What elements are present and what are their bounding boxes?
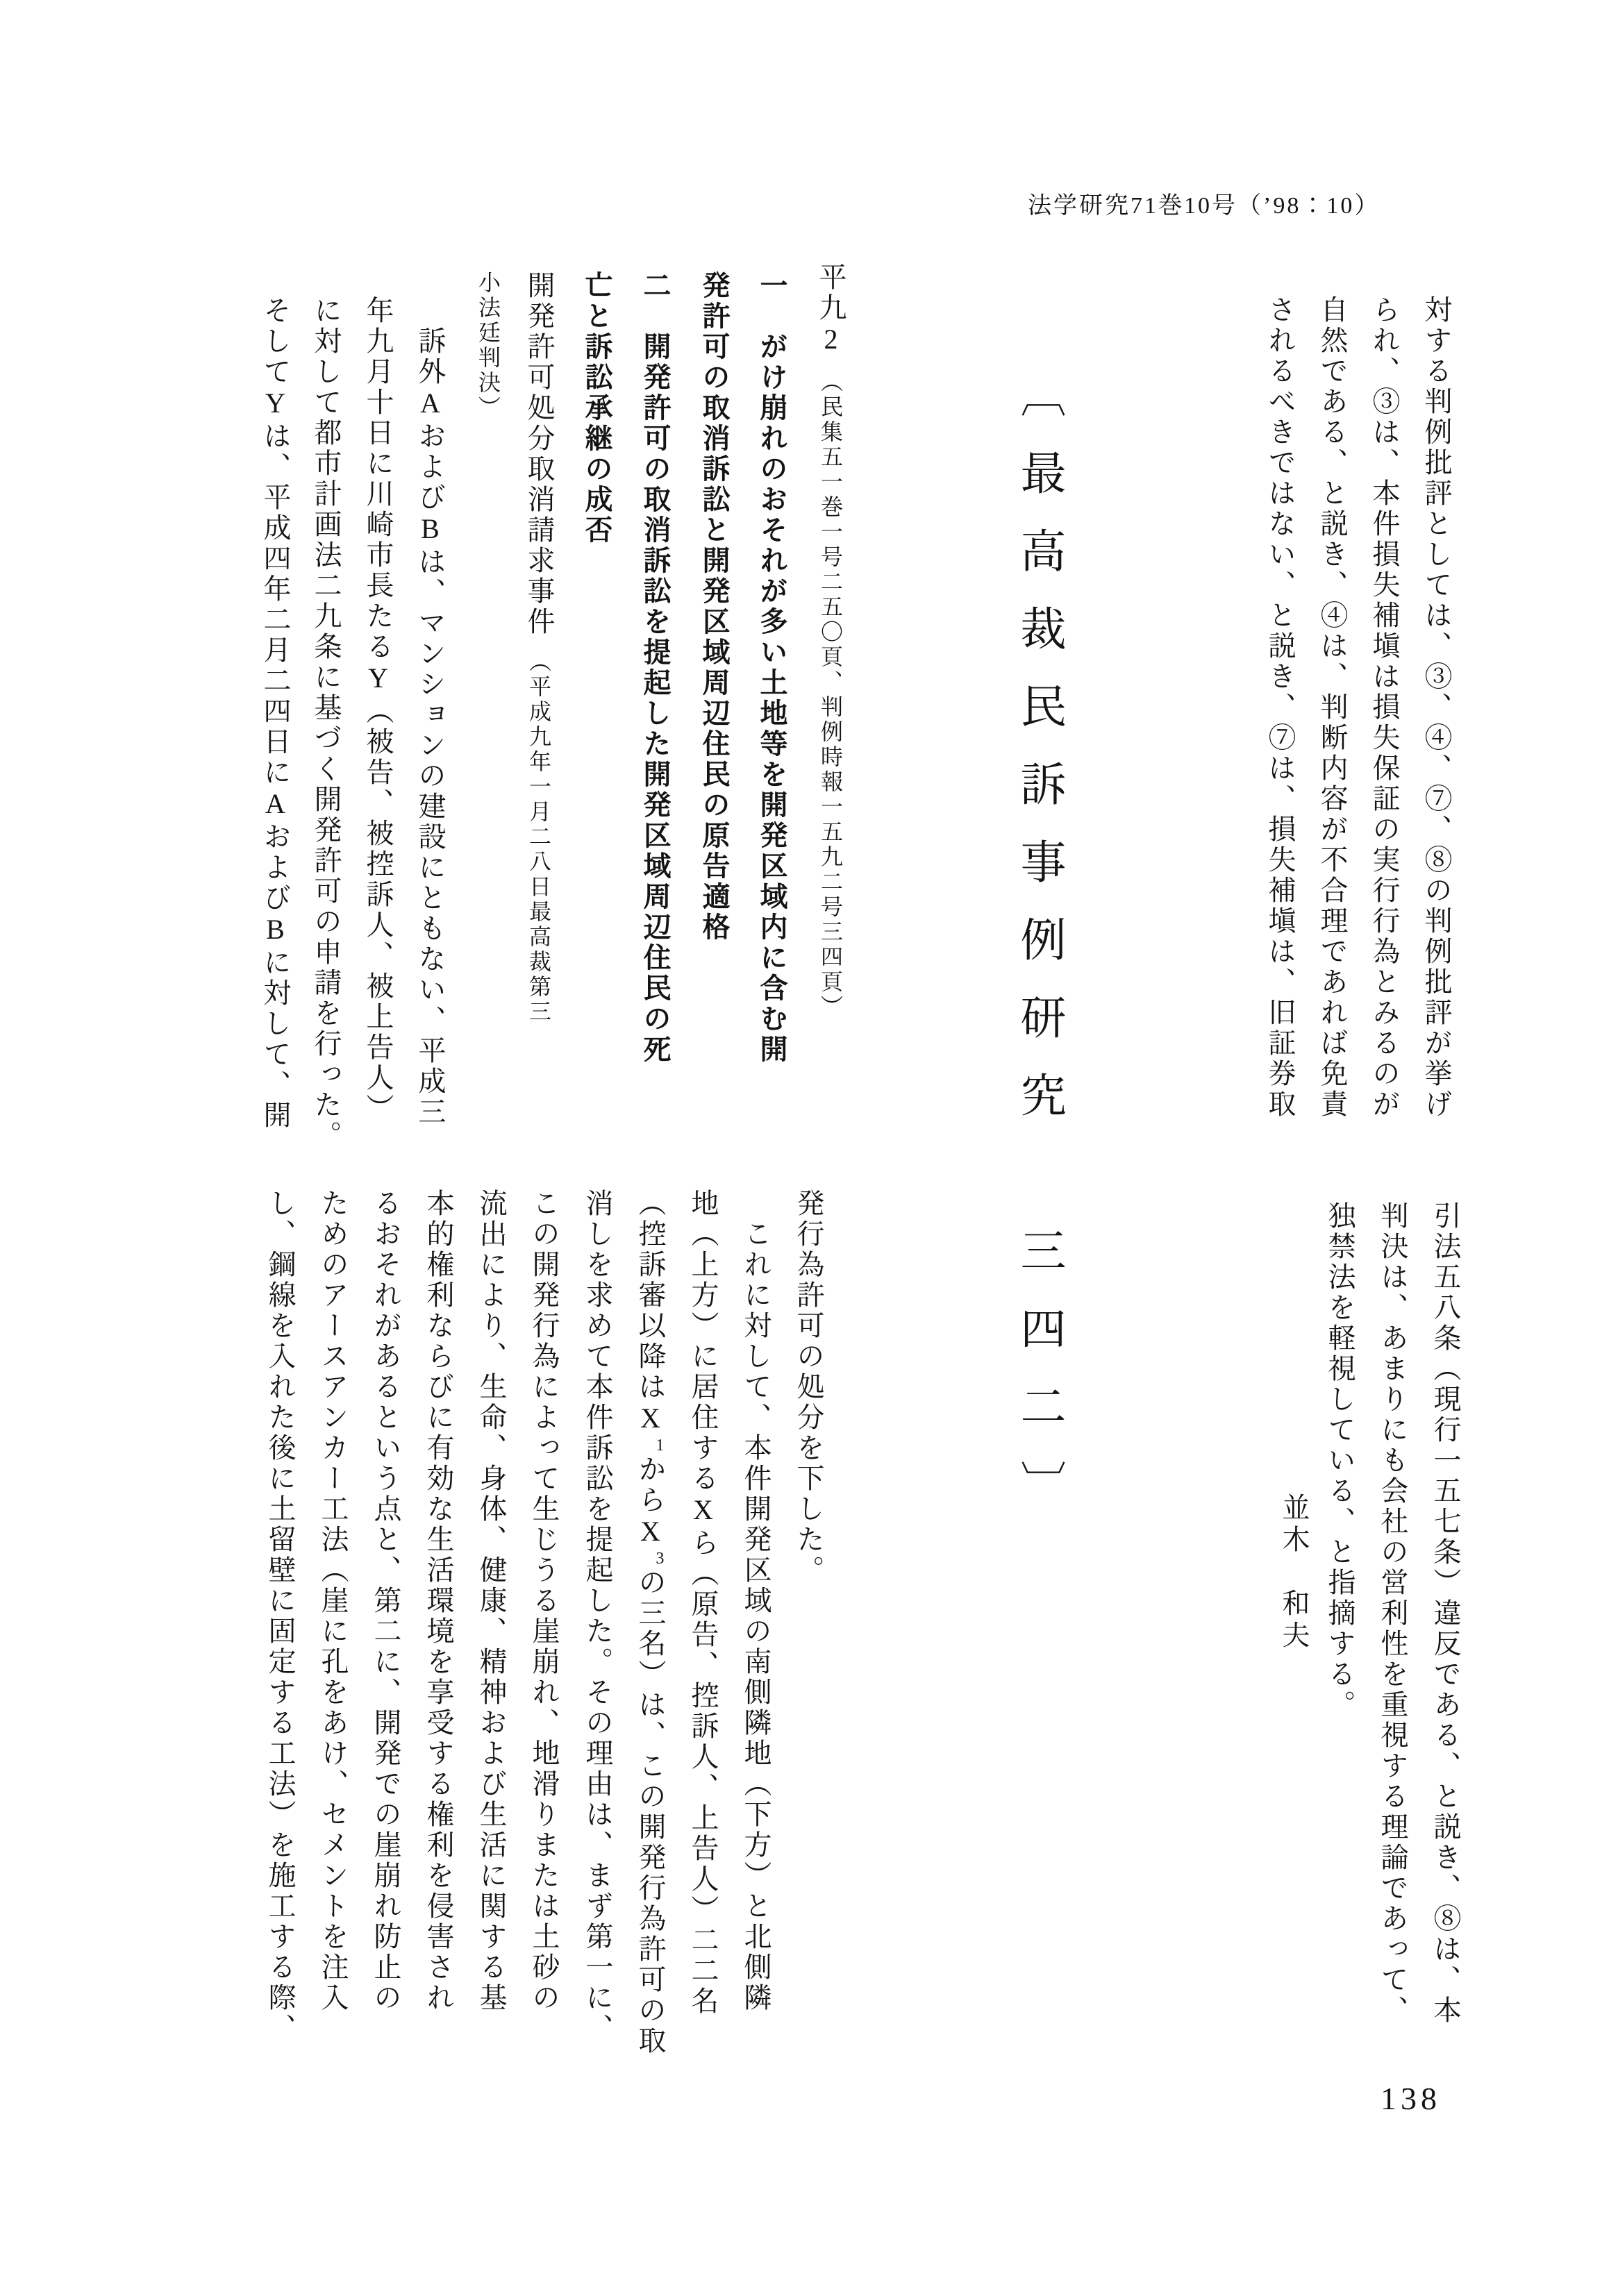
facts-upper-column-3: に対して都市計画法二九条に基づく開発許可の申請を行った。 (310, 296, 342, 1151)
commentary-lower-column-2: 判決は、あまりにも会社の営利性を重視する理論であって、 (1377, 1201, 1408, 2026)
facts-lower-column-7: 流出により、生命、身体、健康、精神および生活に関する基 (476, 1189, 507, 2013)
commentary-upper-column-1: 対する判例批評としては、③、④、⑦、⑧の判例批評が挙げ (1421, 295, 1452, 1120)
judgment-info-line-2: 小法廷判決） (476, 271, 501, 421)
facts-lower-column-6: この開発行為によって生じうる崖崩れ、地滑りまたは土砂の (528, 1189, 560, 2013)
facts-lower-column-9: るおそれがあるという点と、第二に、開発での崖崩れ防止の (370, 1189, 401, 2013)
col4-text: （控訴審以降はX (635, 1189, 666, 1436)
case-name-column (522, 271, 556, 1025)
facts-upper-column-2: 年九月十日に川崎市長たるY（被告、被控訴人、被上告人） (362, 296, 394, 1124)
commentary-lower-column-1: 引法五八条（現行一五七条）違反である、と説き、⑧は、本 (1430, 1201, 1461, 2026)
facts-lower-column-5: 消しを求めて本件訴訟を提起した。その理由は、まず第一に、 (582, 1189, 613, 2044)
facts-lower-column-10: ためのアースアンカー工法（崖に孔をあけ、セメントを注入 (317, 1189, 349, 2013)
facts-upper-column-4: そしてYは、平成四年二月二四日にAおよびBに対して、開 (260, 296, 291, 1131)
commentary-upper-column-4: されるべきではない、と説き、⑦は、損失補塡は、旧証券取 (1265, 295, 1296, 1120)
page-number: 138 (1381, 2081, 1441, 2116)
headnote-case-number-column (813, 262, 848, 1020)
facts-lower-column-2: これに対して、本件開発区域の南側隣地（下方）と北側隣 (740, 1219, 772, 2013)
x1-index: 1 (651, 1436, 669, 1455)
facts-lower-column-3: 地（上方）に居住するXら（原告、控訴人、上告人）二二名 (687, 1189, 719, 2017)
holding-1-line-2: 発許可の取消訴訟と開発区域周辺住民の原告適格 (699, 271, 730, 943)
journal-header: 法学研究71巻10号（’98：10） (1028, 193, 1381, 219)
holding-2-line-1: 二 開発許可の取消訴訟を提起した開発区域周辺住民の死 (640, 271, 671, 1065)
facts-lower-column-4 (633, 1189, 667, 2056)
facts-lower-column-1: 発行為許可の処分を下した。 (793, 1189, 824, 1586)
col4-text: の三名）は、この開発行為許可の取 (635, 1568, 666, 2056)
col4-text: からX (635, 1455, 666, 1550)
commentary-upper-column-3: 自然である、と説き、④は、判断内容が不合理であれば免責 (1317, 295, 1348, 1120)
commentary-upper-column-2: られ、③は、本件損失補塡は損失保証の実行行為とみるのが (1369, 295, 1400, 1120)
x3-index: 3 (651, 1550, 669, 1568)
facts-upper-column-1: 訴外AおよびBは、マンションの建設にともない、平成三 (415, 326, 446, 1128)
author-name: 並木 和夫 (1278, 1493, 1310, 1652)
case-name: 開発許可処分取消請求事件 (524, 271, 555, 637)
commentary-lower-column-3: 独禁法を軽視している、と指摘する。 (1324, 1201, 1356, 1720)
facts-lower-column-8: 本的権利ならびに有効な生活環境を享受する権利を侵害され (423, 1189, 454, 2013)
facts-lower-column-11: し、鋼線を入れた後に土留壁に固定する工法）を施工する際、 (265, 1189, 296, 2044)
case-number: 平九2 (815, 262, 846, 358)
page-title: 〔最高裁民訴事例研究 三四二〕 (1013, 371, 1064, 1538)
holding-1-line-1: 一 がけ崩れのおそれが多い土地等を開発区域内に含む開 (756, 271, 787, 1065)
judgment-info: （平成九年一月二八日最高裁第三 (526, 650, 551, 1025)
case-citation: （民集五一巻一号二五〇頁、判例時報一五九二号三四頁） (818, 370, 843, 1020)
holding-2-line-2: 亡と訴訟承継の成否 (581, 271, 612, 546)
